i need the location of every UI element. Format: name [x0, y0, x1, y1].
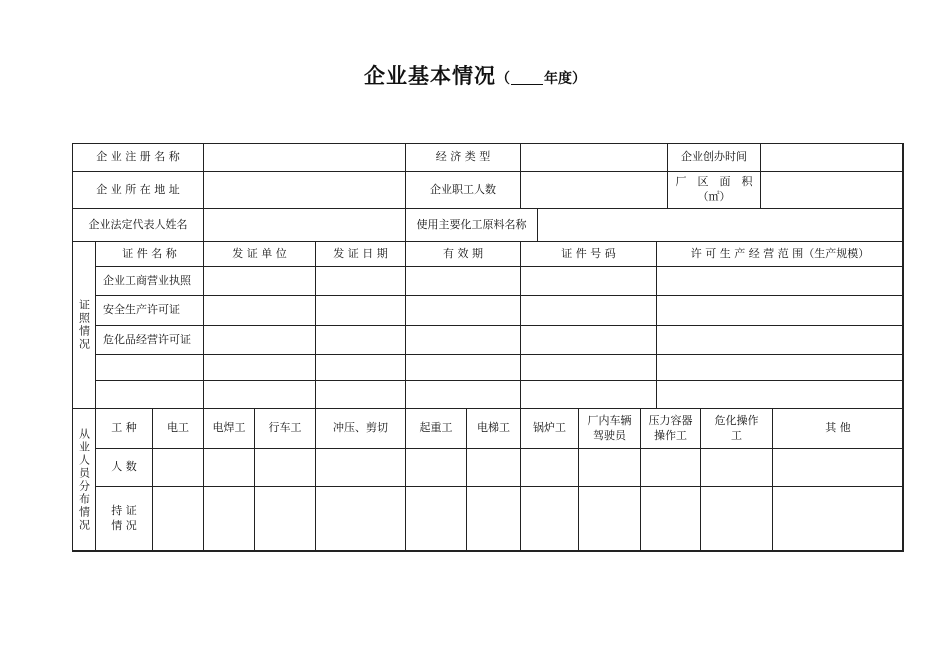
staff-job-3	[315, 408, 406, 449]
cert-row-3-name[interactable]	[95, 354, 204, 381]
cert-row-1-col-2[interactable]	[315, 295, 406, 326]
label-address	[72, 171, 204, 209]
cert-row-4-col-1[interactable]	[203, 380, 316, 409]
staff-row-2-col-1[interactable]	[152, 486, 204, 552]
staff-job-10-text: 其 他	[825, 421, 851, 435]
title-suffix: 年度）	[544, 71, 586, 87]
staff-header-label-text: 工 种	[111, 421, 137, 435]
staff-job-7-text: 厂内车辆 驾驶员	[587, 413, 632, 442]
staff-row-2-col-7[interactable]	[520, 486, 579, 552]
staff-job-8	[640, 408, 701, 449]
staff-row-1-col-3[interactable]	[254, 448, 316, 487]
staff-row-1-col-7[interactable]	[520, 448, 579, 487]
staff-row-1-col-11[interactable]	[772, 448, 904, 487]
staff-job-6-text: 锅炉工	[533, 421, 566, 435]
label-staff	[405, 171, 521, 209]
cert-row-4-name[interactable]	[95, 380, 204, 409]
staff-count-label-text: 人 数	[111, 460, 137, 474]
cert-row-1-col-1[interactable]	[203, 295, 316, 326]
cert-row-4-col-2[interactable]	[315, 380, 406, 409]
label-econ-type-text: 经 济 类 型	[435, 150, 491, 164]
staff-row-2-col-4[interactable]	[315, 486, 406, 552]
staff-row-1-col-5[interactable]	[405, 448, 467, 487]
staff-row-2-col-9[interactable]	[640, 486, 701, 552]
staff-job-0	[152, 408, 204, 449]
label-materials	[405, 208, 538, 242]
label-staff-text: 企业职工人数	[430, 182, 496, 196]
cert-row-1-name	[95, 295, 204, 326]
cert-row-4-col-5[interactable]	[656, 380, 904, 409]
staff-job-5	[466, 408, 521, 449]
staff-row-2-col-11[interactable]	[772, 486, 904, 552]
cert-row-4-col-4[interactable]	[520, 380, 657, 409]
label-staff-section	[72, 408, 96, 552]
staff-job-9-text: 危化操作 工	[714, 413, 759, 442]
cert-row-3-col-2[interactable]	[315, 354, 406, 381]
staff-header-label	[95, 408, 153, 449]
staff-job-1	[203, 408, 255, 449]
staff-cert-label-text: 持 证 情 况	[111, 504, 137, 532]
cert-header-5-text: 许 可 生 产 经 营 范 围（生产规模）	[690, 246, 870, 260]
title-paren-open: （	[496, 71, 510, 87]
label-cert-section	[72, 241, 96, 409]
staff-row-2-col-6[interactable]	[466, 486, 521, 552]
staff-job-1-text: 电焊工	[212, 421, 246, 435]
label-founded-text: 企业创办时间	[681, 150, 747, 164]
staff-row-1-col-8[interactable]	[578, 448, 641, 487]
cert-header-0	[95, 241, 204, 267]
staff-job-4	[405, 408, 467, 449]
cert-header-2	[315, 241, 406, 267]
input-address[interactable]	[203, 171, 406, 209]
staff-job-10	[772, 408, 904, 449]
staff-cert-label	[95, 486, 153, 552]
input-materials[interactable]	[537, 208, 904, 242]
cert-header-2-text: 发 证 日 期	[333, 246, 388, 260]
cert-row-0-col-2[interactable]	[315, 266, 406, 296]
cert-header-4-text: 证 件 号 码	[561, 246, 616, 260]
label-reg-name	[72, 143, 204, 172]
staff-row-1-col-4[interactable]	[315, 448, 406, 487]
cert-row-0-col-1[interactable]	[203, 266, 316, 296]
input-reg-name[interactable]	[203, 143, 406, 172]
cert-row-3-col-5[interactable]	[656, 354, 904, 381]
cert-row-2-col-2[interactable]	[315, 325, 406, 355]
cert-row-2-col-5[interactable]	[656, 325, 904, 355]
cert-header-1-text: 发 证 单 位	[232, 246, 287, 260]
staff-job-6	[520, 408, 579, 449]
label-econ-type	[405, 143, 521, 172]
staff-count-label	[95, 448, 153, 487]
staff-job-2-text: 行车工	[268, 421, 302, 435]
input-legal-rep[interactable]	[203, 208, 406, 242]
cert-row-3-col-4[interactable]	[520, 354, 657, 381]
cert-row-2-col-3[interactable]	[405, 325, 521, 355]
cert-header-5	[656, 241, 904, 267]
label-area-text: 厂 区 面 积 （㎡）	[675, 175, 753, 203]
cert-row-1-col-5[interactable]	[656, 295, 904, 326]
title-main: 企业基本情况	[364, 64, 496, 88]
input-area[interactable]	[760, 171, 904, 209]
cert-row-0-col-5[interactable]	[656, 266, 904, 296]
input-staff[interactable]	[520, 171, 668, 209]
cert-row-2-name	[95, 325, 204, 355]
staff-job-8-text: 压力容器 操作工	[648, 413, 693, 442]
cert-row-2-col-4[interactable]	[520, 325, 657, 355]
cert-row-2-name-text: 危化品经营许可证	[103, 332, 191, 346]
cert-row-3-col-3[interactable]	[405, 354, 521, 381]
cert-header-3-text: 有 效 期	[443, 246, 483, 260]
staff-job-7	[578, 408, 641, 449]
staff-row-1-col-9[interactable]	[640, 448, 701, 487]
staff-row-2-col-5[interactable]	[405, 486, 467, 552]
cert-header-4	[520, 241, 657, 267]
label-address-text: 企 业 所 在 地 址	[96, 182, 180, 196]
label-legal-rep	[72, 208, 204, 242]
label-area	[667, 171, 761, 209]
page-title	[0, 60, 950, 90]
staff-row-1-col-6[interactable]	[466, 448, 521, 487]
staff-job-4-text: 起重工	[419, 421, 453, 435]
cert-row-1-col-3[interactable]	[405, 295, 521, 326]
staff-row-2-col-10[interactable]	[700, 486, 773, 552]
staff-row-2-col-3[interactable]	[254, 486, 316, 552]
staff-job-5-text: 电梯工	[477, 421, 510, 435]
year-blank[interactable]	[511, 84, 543, 85]
staff-job-3-text: 冲压、剪切	[333, 421, 388, 435]
label-cert-section-text: 证照情况	[77, 299, 91, 351]
cert-row-4-col-3[interactable]	[405, 380, 521, 409]
staff-row-2-col-2[interactable]	[203, 486, 255, 552]
label-founded	[667, 143, 761, 172]
cert-row-0-name	[95, 266, 204, 296]
cert-row-0-col-4[interactable]	[520, 266, 657, 296]
staff-job-9	[700, 408, 773, 449]
cert-row-1-col-4[interactable]	[520, 295, 657, 326]
label-materials-text: 使用主要化工原料名称	[416, 217, 527, 231]
input-econ-type[interactable]	[520, 143, 668, 172]
cert-row-2-col-1[interactable]	[203, 325, 316, 355]
label-staff-section-text: 从业人员分布情况	[77, 428, 91, 532]
staff-job-0-text: 电工	[167, 421, 189, 435]
staff-row-1-col-10[interactable]	[700, 448, 773, 487]
staff-row-2-col-8[interactable]	[578, 486, 641, 552]
cert-row-3-col-1[interactable]	[203, 354, 316, 381]
cert-header-1	[203, 241, 316, 267]
cert-row-1-name-text: 安全生产许可证	[103, 303, 180, 317]
staff-row-1-col-2[interactable]	[203, 448, 255, 487]
cert-header-0-text: 证 件 名 称	[122, 246, 177, 260]
cert-header-3	[405, 241, 521, 267]
label-legal-rep-text: 企业法定代表人姓名	[88, 217, 188, 231]
input-founded[interactable]	[760, 143, 904, 172]
label-reg-name-text: 企 业 注 册 名 称	[96, 150, 180, 164]
staff-job-2	[254, 408, 316, 449]
cert-row-0-col-3[interactable]	[405, 266, 521, 296]
cert-row-0-name-text: 企业工商营业执照	[103, 273, 191, 287]
staff-row-1-col-1[interactable]	[152, 448, 204, 487]
